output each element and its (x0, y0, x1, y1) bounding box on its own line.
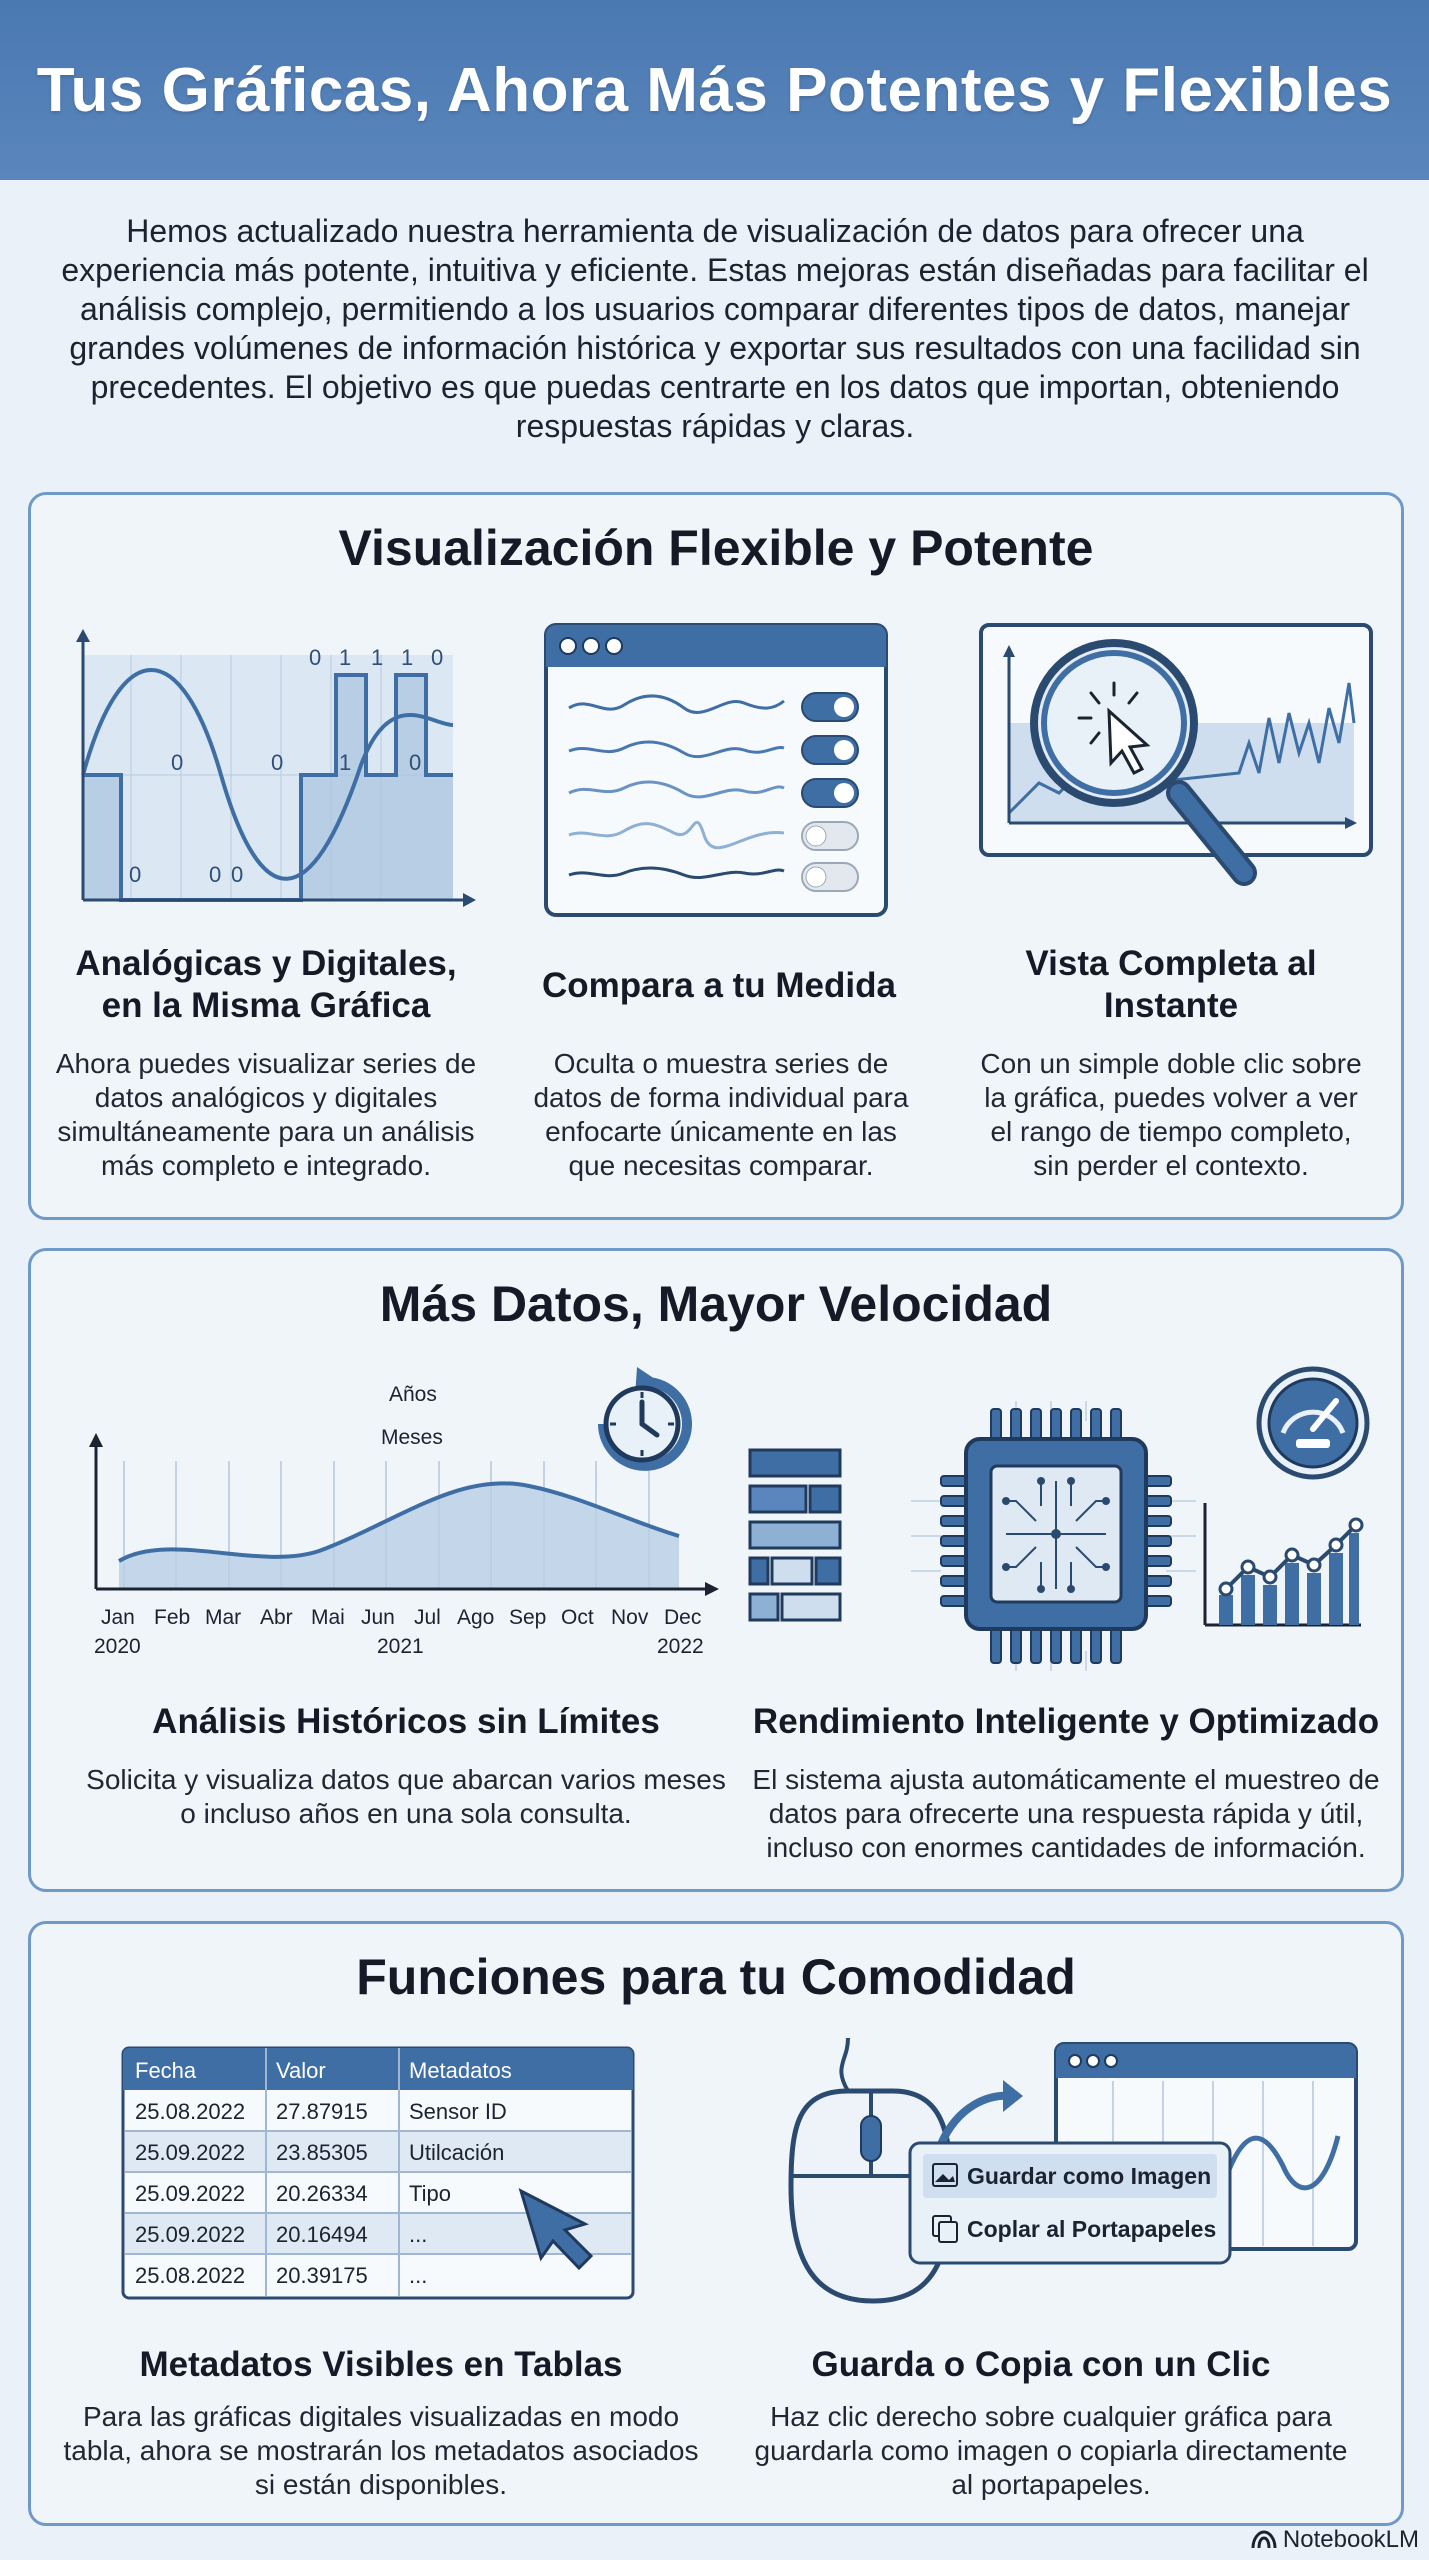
year-label: 2022 (657, 1635, 704, 1658)
card-description: Con un simple doble clic sobre la gráfica, puedes volver a ver el rango de tiempo completo, sin perder el contexto. (980, 1048, 1362, 1181)
year-label: 2021 (377, 1635, 424, 1658)
table-cell: 27.87915 (276, 2099, 368, 2124)
cpu-chip-icon (911, 1401, 1196, 1671)
footer-brand (1251, 2526, 1419, 2554)
card-title: Análisis Históricos sin Límites (152, 1702, 660, 1741)
table-header: Fecha (135, 2058, 197, 2083)
card-description: Ahora puedes visualizar series de datos analógicos y digitales simultáneamente para un análisis más completo e integrado. (55, 1048, 477, 1181)
analog-digital-chart-icon (71, 625, 491, 915)
table-cell: Sensor ID (409, 2099, 507, 2124)
bit-label: 0 (309, 645, 322, 670)
bit-label: 0 (231, 862, 244, 887)
table-header: Valor (276, 2058, 326, 2083)
menu-save-image[interactable]: Guardar como Imagen (967, 2163, 1212, 2189)
month-label: Mai (311, 1606, 345, 1629)
card-title: Analógicas y Digitales, en la Misma Gráfica (75, 944, 457, 1025)
bit-label: 0 (129, 862, 142, 887)
month-label: Jul (414, 1606, 441, 1629)
data-blocks-icon (746, 1446, 846, 1628)
bit-label: 0 (409, 750, 422, 775)
month-label: Sep (509, 1606, 547, 1629)
bit-label: 0 (209, 862, 222, 887)
month-label: Mar (205, 1606, 242, 1629)
bit-label: 0 (271, 750, 284, 775)
clock-history-icon (583, 1365, 701, 1483)
month-label: Jun (361, 1606, 395, 1629)
table-cell: ... (409, 2263, 428, 2288)
table-cell: 20.39175 (276, 2263, 368, 2288)
card-title: Metadatos Visibles en Tablas (139, 2345, 623, 2384)
card-title: Vista Completa al Instante (1025, 944, 1317, 1025)
table-cell: 20.16494 (276, 2222, 368, 2247)
month-label: Nov (611, 1606, 649, 1629)
page-title: Tus Gráficas, Ahora Más Potentes y Flexibles (36, 55, 1393, 125)
card-description: Haz clic derecho sobre cualquier gráfica para guardarla como imagen o copiarla directamente al portapapeles. (754, 2401, 1348, 2500)
bit-label: 1 (371, 645, 384, 670)
month-label: Ago (457, 1606, 495, 1629)
card-description: Oculta o muestra series de datos de forma individual para enfocarte únicamente en las que necesitas comparar. (533, 1048, 909, 1181)
header-banner (0, 0, 1429, 180)
notebooklm-logo-icon (1251, 2530, 1277, 2550)
magnifier-zoom-icon (979, 623, 1379, 919)
card-title: Compara a tu Medida (542, 966, 896, 1005)
card-description: El sistema ajusta automáticamente el muestreo de datos para ofrecerte una respuesta rápida y útil, incluso con enormes cantidades de información. (752, 1764, 1380, 1863)
card-title: Rendimiento Inteligente y Optimizado (752, 1702, 1380, 1741)
year-label: 2020 (94, 1635, 141, 1658)
bit-label: 1 (339, 645, 352, 670)
month-label: Oct (561, 1606, 594, 1629)
month-label: Abr (260, 1606, 293, 1629)
month-label: Dec (664, 1606, 702, 1629)
mouse-copy-illustration (783, 2036, 1363, 2326)
bit-label: 1 (401, 645, 414, 670)
table-cell: ... (409, 2222, 428, 2247)
section-convenience (28, 1921, 1404, 2526)
card-description: Solicita y visualiza datos que abarcan varios meses o incluso años en una sola consulta. (86, 1764, 726, 1829)
table-cell: 23.85305 (276, 2140, 368, 2165)
table-cell: 20.26334 (276, 2181, 368, 2206)
legend-years: Años (389, 1383, 437, 1406)
bit-label: 0 (171, 750, 184, 775)
section-title: Funciones para tu Comodidad (356, 1949, 1076, 2005)
table-cell: Tipo (409, 2181, 451, 2206)
legend-months: Meses (381, 1426, 443, 1449)
series-toggle-window-icon (544, 623, 889, 919)
table-cell: Utilcación (409, 2140, 505, 2165)
section-more-data (28, 1248, 1404, 1892)
section-flexible-visualization (28, 492, 1404, 1220)
card-title: Guarda o Copia con un Clic (811, 2345, 1271, 2384)
table-cell: 25.08.2022 (135, 2099, 246, 2124)
card-description: Para las gráficas digitales visualizadas en modo tabla, ahora se mostrarán los metadatos asociados si están disponibles. (63, 2401, 699, 2500)
table-cell: 25.09.2022 (135, 2222, 246, 2247)
footer-brand-text: NotebookLM (1282, 2526, 1419, 2553)
intro-text: Hemos actualizado nuestra herramienta de visualización de datos para ofrecer una experiencia más potente, intuitiva y eficiente. Estas mejoras están diseñadas para facilitar el análisis complejo, permitiendo a los usuarios comparar diferentes tipos de datos, manejar grandes volúmenes de información histórica y exportar sus resultados con una facilidad sin precedentes. El objetivo es que puedas centrarte en los datos que importan, obteniendo respuestas rápidas y claras. (61, 213, 1369, 444)
section-title: Más Datos, Mayor Velocidad (379, 1276, 1053, 1332)
table-header: Metadatos (409, 2058, 512, 2083)
speed-gauge-chart-icon (1201, 1363, 1391, 1633)
bit-label: 1 (339, 750, 352, 775)
table-cell: 25.08.2022 (135, 2263, 246, 2288)
section-title: Visualización Flexible y Potente (338, 520, 1094, 576)
month-label: Feb (154, 1606, 191, 1629)
month-label: Jan (101, 1606, 135, 1629)
table-cell: 25.09.2022 (135, 2140, 246, 2165)
menu-copy-clipboard[interactable]: Coplar al Portapapeles (967, 2216, 1217, 2242)
table-cell: 25.09.2022 (135, 2181, 246, 2206)
metadata-table (121, 2046, 641, 2328)
bit-label: 0 (431, 645, 444, 670)
